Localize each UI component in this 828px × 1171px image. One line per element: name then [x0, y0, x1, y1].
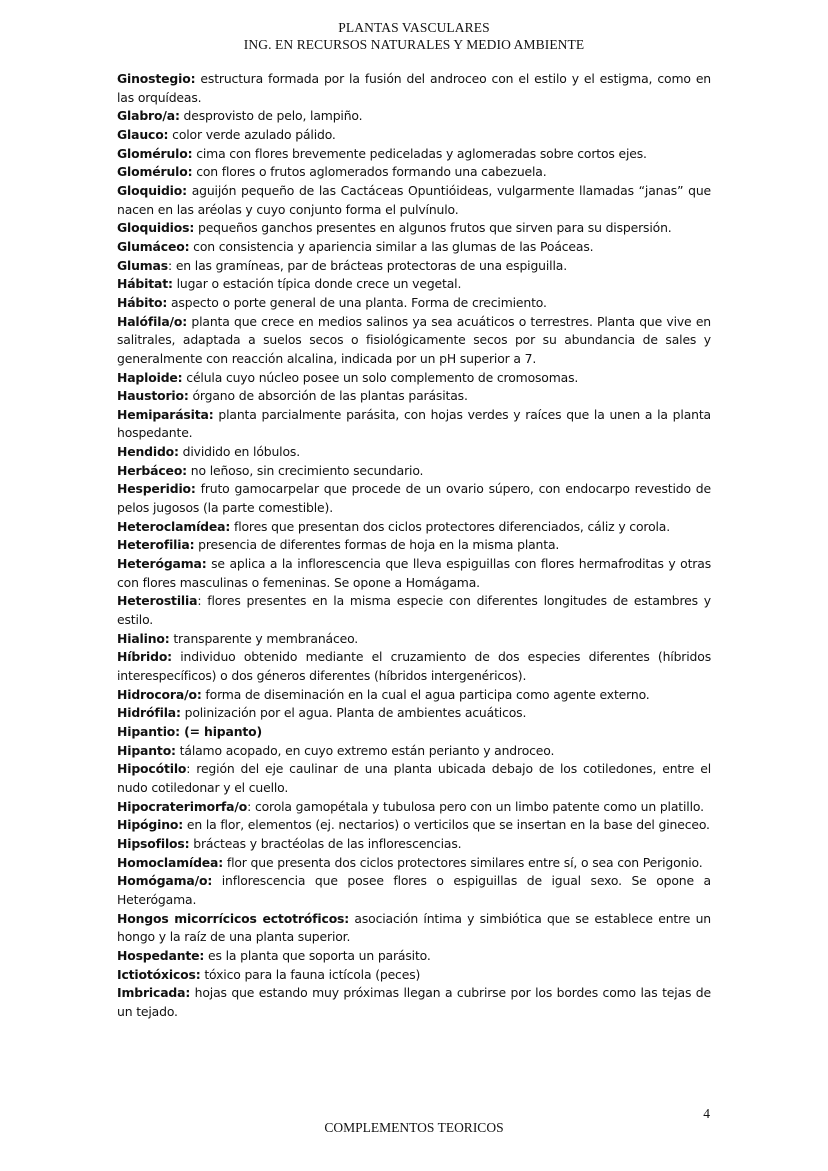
glossary-entry [117, 723, 711, 742]
glossary-entry [117, 798, 711, 817]
page-header [0, 19, 828, 53]
glossary-definition: planta que crece en medios salinos ya sea acuáticos o terrestres. Planta que vive en salitrales, adaptada a suelos secos o fisiológicamente secos por su abundancia de sales y generalmente con reacción alcalina, indicada por un pH superior a 7. [117, 313, 711, 366]
glossary-entry [117, 219, 711, 238]
glossary-term: Hendido: [117, 444, 179, 460]
glossary-definition: : flores presentes en la misma especie con diferentes longitudes de estambres y estilo. [117, 593, 711, 628]
glossary-term: Heterofilia: [117, 537, 195, 553]
glossary-entry [117, 592, 711, 629]
glossary-definition: forma de diseminación en la cual el agua participa como agente externo. [201, 686, 650, 702]
glossary-entry [117, 294, 711, 313]
glossary-entry [117, 536, 711, 555]
glossary-entry [117, 816, 711, 835]
glossary-definition: hojas que estando muy próximas llegan a cubrirse por los bordes como las tejas de un tejado. [117, 985, 711, 1019]
glossary-term: Hemiparásita: [117, 406, 214, 422]
glossary-definition: es la planta que soporta un parásito. [204, 947, 431, 963]
glossary-entry [117, 984, 711, 1021]
glossary-definition: asociación íntima y simbiótica que se establece entre un hongo y la raíz de una planta superior. [117, 910, 711, 945]
glossary-definition: órgano de absorción de las plantas parásitas. [188, 388, 468, 404]
glossary-definition: planta parcialmente parásita, con hojas verdes y raíces que la unen a la planta hospedante. [117, 406, 711, 441]
glossary-entry [117, 275, 711, 294]
glossary-term: Hesperidio: [117, 481, 196, 497]
glossary-term: Imbricada: [117, 985, 191, 1001]
glossary-term: Glabro/a: [117, 108, 180, 124]
glossary-definition: transparente y membranáceo. [169, 630, 359, 646]
glossary-entry [117, 387, 711, 406]
glossary-entry [117, 406, 711, 443]
glossary-entry [117, 257, 711, 276]
glossary-entry [117, 947, 711, 966]
glossary-definition: con flores o frutos aglomerados formando una cabezuela. [192, 164, 547, 180]
header-program-title: ING. EN RECURSOS NATURALES Y MEDIO AMBIENTE [243, 37, 585, 52]
glossary-term: Ginostegio: [117, 71, 196, 86]
glossary-entry [117, 966, 711, 985]
glossary-definition: pequeños ganchos presentes en algunos frutos que sirven para su dispersión. [194, 220, 672, 236]
glossary-entry [117, 555, 711, 592]
glossary-term: Hongos micorrícicos ectotróficos: [117, 910, 350, 926]
glossary-definition: aguijón pequeño de las Cactáceas Opuntióideas, vulgarmente llamadas “janas” que nacen en las aréolas y cuyo conjunto forma el pulvínulo. [117, 182, 711, 217]
glossary-definition: brácteas y bractéolas de las inflorescencias. [189, 835, 462, 851]
glossary-definition: estructura formada por la fusión del androceo con el estilo y el estigma, como en las orquídeas. [117, 71, 711, 105]
glossary-definition: lugar o estación típica donde crece un vegetal. [172, 276, 462, 292]
glossary-term: Heterostilia [117, 593, 198, 609]
glossary-list [117, 70, 711, 1021]
glossary-definition: : corola gamopétala y tubulosa pero con un limbo patente como un platillo. [247, 798, 704, 814]
glossary-term: Hidrocora/o: [117, 686, 202, 702]
glossary-term: Hidrófila: [117, 705, 181, 721]
glossary-term: Glumáceo: [117, 238, 190, 254]
glossary-term: Híbrido: [117, 649, 172, 665]
glossary-term: Gloquidio: [117, 182, 187, 198]
glossary-definition: color verde azulado pálido. [168, 126, 336, 142]
glossary-definition: flor que presenta dos ciclos protectores similares entre sí, o sea con Perigonio. [223, 854, 703, 870]
glossary-definition: tálamo acopado, en cuyo extremo están perianto y androceo. [175, 742, 555, 758]
header-course-title: PLANTAS VASCULARES [338, 20, 490, 35]
glossary-entry [117, 163, 711, 182]
glossary-term: Heterógama: [117, 556, 207, 572]
glossary-definition: tóxico para la fauna ictícola (peces) [200, 966, 421, 982]
glossary-entry [117, 313, 711, 369]
glossary-term: Hábitat: [117, 276, 173, 292]
glossary-term: Gloquidios: [117, 220, 195, 236]
glossary-term: Halófila/o: [117, 313, 188, 329]
glossary-entry [117, 854, 711, 873]
glossary-term: Hipocótilo [117, 761, 187, 777]
glossary-entry [117, 443, 711, 462]
glossary-term: Homoclamídea: [117, 854, 224, 870]
glossary-term: Haploide: [117, 369, 183, 385]
glossary-term: Hipanto: [117, 742, 176, 758]
glossary-definition: dividido en lóbulos. [178, 444, 300, 460]
glossary-entry [117, 910, 711, 947]
glossary-entry [117, 704, 711, 723]
glossary-definition: aspecto o porte general de una planta. Forma de crecimiento. [167, 294, 547, 310]
glossary-definition: se aplica a la inflorescencia que lleva espiguillas con flores hermafroditas y otras con flores masculinas o femeninas. Se opone a Homágama. [117, 556, 711, 590]
glossary-entry [117, 760, 711, 797]
glossary-entry [117, 686, 711, 705]
glossary-entry [117, 369, 711, 388]
glossary-definition: cima con flores brevemente pediceladas y aglomeradas sobre cortos ejes. [192, 145, 647, 161]
glossary-definition: flores que presentan dos ciclos protectores diferenciados, cáliz y corola. [230, 518, 671, 534]
glossary-definition: en la flor, elementos (ej. nectarios) o verticilos que se insertan en la base del gineceo. [183, 817, 710, 833]
glossary-term: Glomérulo: [117, 145, 193, 161]
glossary-definition: fruto gamocarpelar que procede de un ovario súpero, con endocarpo revestido de pelos jugosos (la parte comestible). [117, 481, 711, 516]
glossary-entry [117, 630, 711, 649]
glossary-entry [117, 518, 711, 537]
glossary-definition: presencia de diferentes formas de hoja en la misma planta. [194, 537, 560, 553]
glossary-entry [117, 126, 711, 145]
glossary-term: Hipantio: (= hipanto) [117, 723, 263, 739]
glossary-entry [117, 872, 711, 909]
glossary-term: Hipógino: [117, 817, 184, 833]
glossary-entry [117, 70, 711, 107]
glossary-term: Glauco: [117, 126, 169, 142]
glossary-definition: no leñoso, sin crecimiento secundario. [186, 462, 424, 478]
glossary-term: Heteroclamídea: [117, 518, 231, 534]
page-footer: COMPLEMENTOS TEORICOS [324, 1120, 504, 1135]
glossary-entry [117, 238, 711, 257]
glossary-entry [117, 182, 711, 219]
glossary-entry [117, 742, 711, 761]
glossary-definition: individuo obtenido mediante el cruzamiento de dos especies diferentes (híbridos interespecíficos) o dos géneros diferentes (híbridos intergenéricos). [117, 649, 711, 683]
glossary-entry [117, 648, 711, 685]
glossary-entry [117, 145, 711, 164]
glossary-definition: : región del eje caulinar de una planta ubicada debajo de los cotiledones, entre el nudo cotiledonar y el cuello. [117, 761, 711, 795]
glossary-term: Hospedante: [117, 947, 205, 963]
glossary-term: Herbáceo: [117, 462, 187, 478]
glossary-definition: desprovisto de pelo, lampiño. [179, 108, 363, 124]
glossary-definition: con consistencia y apariencia similar a las glumas de las Poáceas. [189, 238, 594, 254]
glossary-definition: inflorescencia que posee flores o espiguillas de igual sexo. Se opone a Heterógama. [117, 873, 711, 907]
glossary-term: Hábito: [117, 294, 168, 310]
glossary-term: Haustorio: [117, 388, 189, 404]
glossary-term: Hipsofilos: [117, 835, 190, 851]
glossary-term: Hialino: [117, 630, 170, 646]
glossary-definition: polinización por el agua. Planta de ambientes acuáticos. [180, 705, 527, 721]
glossary-term: Hipocraterimorfa/o [117, 798, 248, 814]
glossary-entry [117, 107, 711, 126]
glossary-term: Glomérulo: [117, 164, 193, 180]
glossary-definition: : en las gramíneas, par de brácteas protectoras de una espiguilla. [168, 257, 567, 273]
glossary-term: Homógama/o: [117, 873, 213, 889]
glossary-term: Ictiotóxicos: [117, 966, 201, 982]
glossary-entry [117, 835, 711, 854]
glossary-definition: célula cuyo núcleo posee un solo complemento de cromosomas. [182, 369, 579, 385]
glossary-term: Glumas [117, 257, 168, 273]
page-number: 4 [703, 1106, 710, 1121]
glossary-entry [117, 480, 711, 517]
glossary-entry [117, 462, 711, 481]
